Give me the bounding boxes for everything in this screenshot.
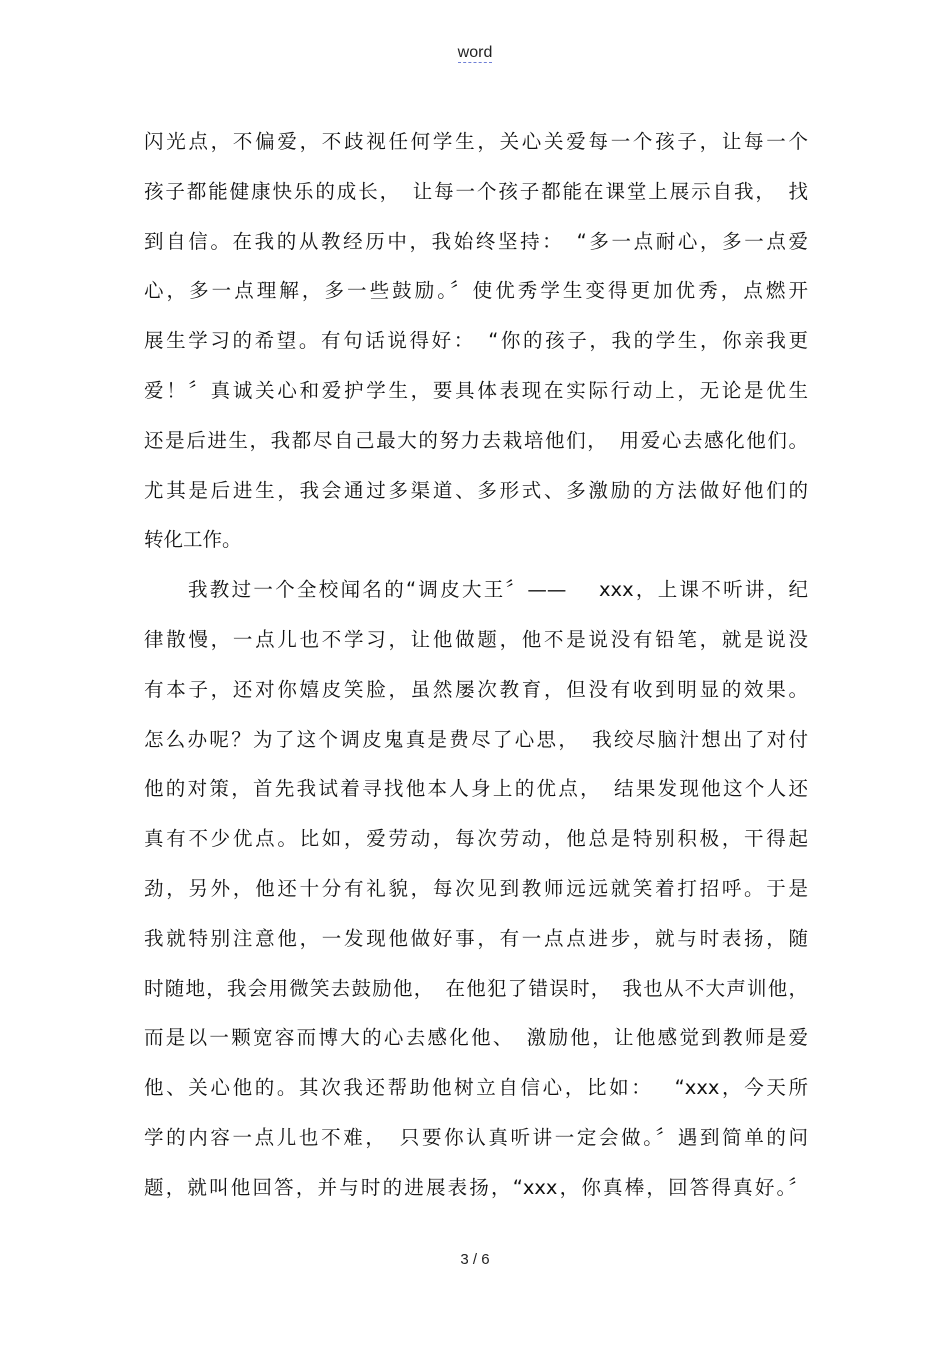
text-line-paragraph-start: 我教过一个全校闻名的“调皮大王〞—— xxx，上课不听讲，纪 — [188, 578, 808, 602]
text-line: 他的对策，首先我试着寻找他本人身上的优点， 结果发现他这个人还 — [144, 777, 808, 801]
text-line: 真有不少优点。比如，爱劳动，每次劳动，他总是特别积极，干得起 — [144, 827, 808, 851]
text-line: 展生学习的希望。有句话说得好： “你的孩子，我的学生，你亲我更 — [144, 329, 808, 353]
text-line: 他、关心他的。其次我还帮助他树立自信心，比如： “xxx，今天所 — [144, 1076, 808, 1100]
text-line: 时随地，我会用微笑去鼓励他， 在他犯了错误时， 我也从不大声训他， — [144, 976, 808, 1000]
text-line: 心，多一点理解，多一些鼓励。〞使优秀学生变得更加优秀，点燃开 — [144, 279, 808, 303]
text-line: 转化工作。 — [144, 528, 242, 552]
text-line: 孩子都能健康快乐的成长， 让每一个孩子都能在课堂上展示自我， 找 — [144, 179, 808, 203]
header-title: word — [457, 44, 493, 61]
page-header — [0, 44, 950, 62]
text-line: 爱！〞真诚关心和爱护学生，要具体表现在实际行动上，无论是优生 — [144, 378, 808, 402]
text-line: 而是以一颗宽容而博大的心去感化他、 激励他，让他感觉到教师是爱 — [144, 1026, 808, 1050]
text-line: 怎么办呢？为了这个调皮鬼真是费尽了心思， 我绞尽脑汁想出了对付 — [144, 727, 808, 751]
text-line: 到自信。在我的从教经历中，我始终坚持： “多一点耐心，多一点爱 — [144, 229, 808, 253]
text-line: 劲，另外，他还十分有礼貌，每次见到教师远远就笑着打招呼。于是 — [144, 876, 808, 900]
text-line: 尤其是后进生，我会通过多渠道、多形式、多激励的方法做好他们的 — [144, 478, 808, 502]
text-line: 题，就叫他回答，并与时的进展表扬，“xxx，你真棒，回答得真好。〞 — [144, 1175, 808, 1199]
text-line: 律散慢，一点儿也不学习，让他做题，他不是说没有铅笔，就是说没 — [144, 627, 808, 651]
text-line: 学的内容一点儿也不难， 只要你认真听讲一定会做。〞遇到简单的问 — [144, 1125, 808, 1149]
text-line: 我就特别注意他，一发现他做好事，有一点点进步，就与时表扬，随 — [144, 926, 808, 950]
text-line: 有本子，还对你嬉皮笑脸，虽然屡次教育，但没有收到明显的效果。 — [144, 677, 808, 701]
document-body — [144, 126, 808, 1222]
text-line: 闪光点，不偏爱，不歧视任何学生，关心关爱每一个孩子，让每一个 — [144, 130, 808, 153]
page-number: 3 / 6 — [460, 1251, 490, 1268]
text-line: 还是后进生，我都尽自己最大的努力去栽培他们， 用爱心去感化他们。 — [144, 428, 808, 452]
